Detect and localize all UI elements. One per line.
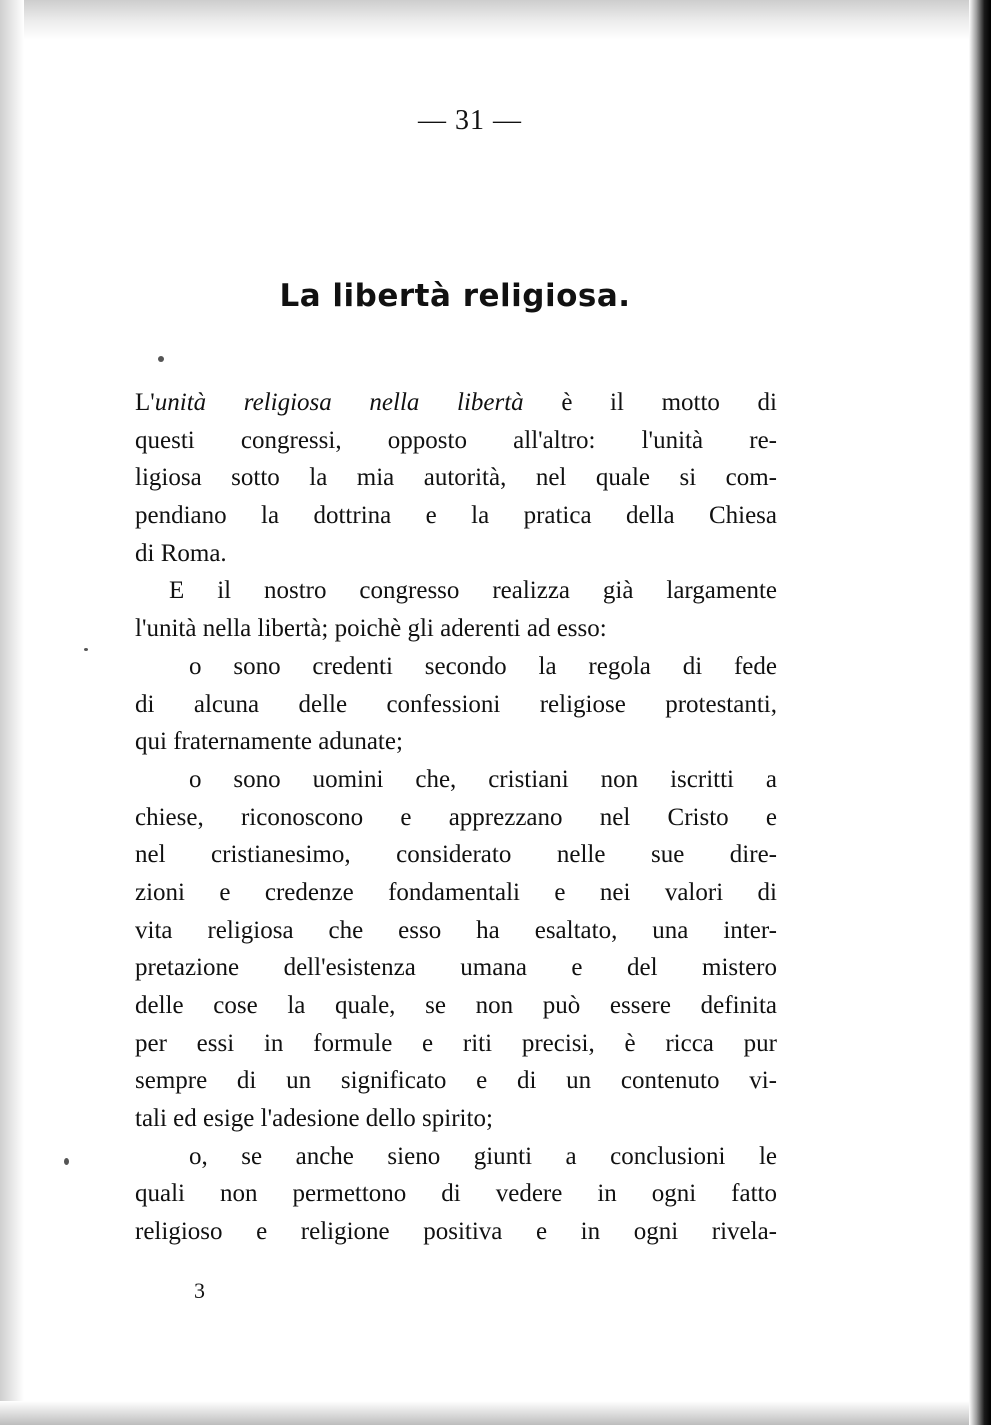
text-line: [135, 610, 777, 648]
text-segment: o sono credenti secondo la regola di fede: [189, 652, 777, 680]
text-line: [135, 459, 777, 497]
text-segment: è il motto di: [523, 389, 777, 416]
text-line: [135, 686, 777, 724]
text-line: [135, 535, 777, 573]
text-segment: o, se anche sieno giunti a conclusioni le: [189, 1142, 777, 1170]
page-number: — 31 —: [418, 105, 522, 136]
text-line: [135, 723, 777, 761]
text-line: [135, 1025, 777, 1063]
text-line: [135, 836, 777, 874]
text-line: [135, 648, 777, 686]
scan-edge-bottom: [0, 1401, 991, 1425]
text-segment: nel cristianesimo, considerato nelle sue dire-: [135, 841, 777, 869]
text-segment: religioso e religione positiva e in ogni rivela-: [135, 1218, 777, 1246]
text-segment: delle cose la quale, se non può essere definita: [135, 992, 777, 1019]
text-line: [135, 799, 777, 837]
text-line: [135, 384, 777, 422]
text-segment: l'unità nella libertà; poichè gli aderenti ad esso:: [135, 615, 607, 643]
text-line: [135, 874, 777, 912]
scan-edge-top: [0, 0, 991, 40]
text-segment: chiese, riconoscono e apprezzano nel Cristo e: [135, 803, 777, 831]
text-segment: vita religiosa che esso ha esaltato, una inter-: [135, 916, 777, 944]
scan-edge-left: [0, 0, 24, 1425]
text-segment: sempre di un significato e di un contenuto vi-: [135, 1067, 777, 1095]
body-text: [135, 384, 777, 1251]
text-line: [135, 912, 777, 950]
text-segment: questi congressi, opposto all'altro: l'unità re-: [135, 426, 777, 454]
ink-speck: [84, 648, 88, 651]
text-line: [135, 987, 777, 1025]
text-line: [135, 1175, 777, 1213]
text-segment: di alcuna delle confessioni religiose protestanti,: [135, 690, 777, 718]
text-segment: zioni e credenze fondamentali e nei valori di: [135, 878, 777, 906]
text-segment: tali ed esige l'adesione dello spirito;: [135, 1105, 493, 1133]
signature-mark: 3: [194, 1278, 205, 1303]
text-segment: o sono uomini che, cristiani non iscritti a: [189, 765, 777, 793]
text-line: [135, 1100, 777, 1138]
chapter-title: La libertà religiosa.: [279, 278, 631, 314]
text-line: [135, 572, 777, 610]
text-segment: ligiosa sotto la mia autorità, nel quale si com-: [135, 464, 777, 492]
text-segment: per essi in formule e riti precisi, è ricca pur: [135, 1029, 777, 1057]
text-line: [135, 422, 777, 460]
scan-edge-right: [969, 0, 991, 1425]
text-line: [135, 1062, 777, 1100]
text-line: [135, 497, 777, 535]
text-line: [135, 949, 777, 987]
text-segment: di Roma.: [135, 539, 227, 567]
text-segment: E il nostro congresso realizza già largamente: [169, 577, 777, 605]
text-segment: L': [135, 389, 155, 416]
text-line: [135, 1213, 777, 1251]
ink-speck: [158, 356, 164, 362]
italic-phrase: unità religiosa nella libertà: [154, 389, 524, 416]
text-segment: pendiano la dottrina e la pratica della Chiesa: [135, 502, 777, 530]
text-segment: quali non permettono di vedere in ogni fatto: [135, 1180, 777, 1208]
text-segment: pretazione dell'esistenza umana e del mistero: [135, 954, 777, 982]
ink-speck: [64, 1158, 69, 1165]
text-segment: qui fraternamente adunate;: [135, 728, 403, 756]
text-line: [135, 761, 777, 799]
text-line: [135, 1138, 777, 1176]
